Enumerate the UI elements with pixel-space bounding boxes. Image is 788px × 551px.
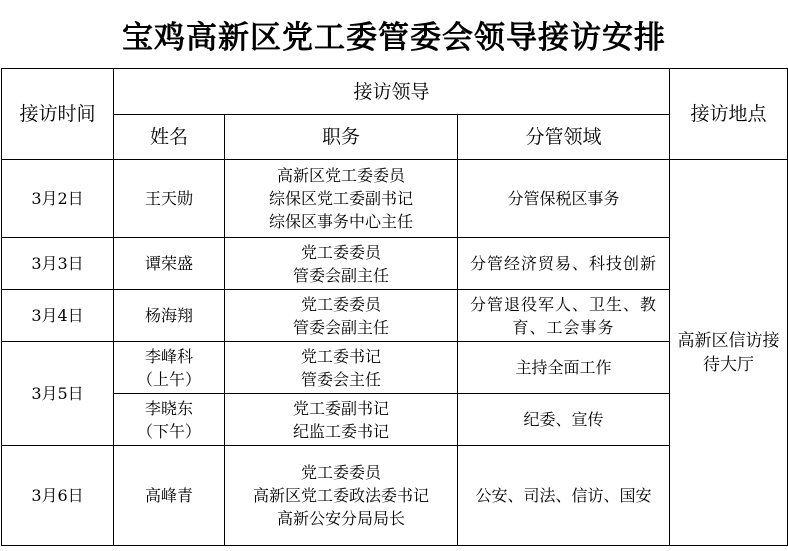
position-line: 党工委书记 [300, 346, 381, 366]
name-line: 王天勋 [144, 189, 193, 208]
position-line: 管委会副主任 [292, 265, 389, 285]
position-line: 高新区党工委委员 [276, 166, 405, 185]
position-line: 管委会主任 [300, 369, 381, 389]
header-position: 职务 [225, 115, 458, 160]
position-cell [225, 394, 458, 446]
name-line: 高峰青 [144, 486, 193, 505]
area-cell: 纪委、宣传 [458, 394, 670, 446]
area-text: 分管退役军人、卫生、教育、工会事务 [469, 294, 657, 337]
position-line: 高新公安分局局长 [276, 509, 405, 528]
date-cell: 3月6日 [2, 446, 114, 546]
position-line: 综保区党工委副书记 [268, 189, 413, 208]
area-cell: 主持全面工作 [458, 342, 670, 394]
area-cell: 公安、司法、信访、国安 [458, 446, 670, 546]
name-line: （下午） [136, 421, 201, 441]
name-cell [114, 446, 225, 546]
area-cell [458, 238, 670, 290]
name-line: 李峰科 [144, 346, 193, 366]
date-cell: 3月3日 [2, 238, 114, 290]
position-line: 高新区党工委政法委书记 [252, 486, 429, 505]
position-line: 纪监工委书记 [292, 421, 389, 441]
name-line: 谭荣盛 [144, 254, 193, 273]
name-line: （上午） [136, 369, 201, 389]
header-time: 接访时间 [2, 69, 114, 160]
header-leaders: 接访领导 [114, 69, 670, 115]
position-cell [225, 342, 458, 394]
date-cell: 3月2日 [2, 160, 114, 238]
name-cell [114, 290, 225, 342]
name-line: 杨海翔 [144, 306, 193, 325]
name-cell [114, 394, 225, 446]
name-cell [114, 238, 225, 290]
area-cell: 分管保税区事务 [458, 160, 670, 238]
date-cell: 3月5日 [2, 342, 114, 446]
position-line: 管委会副主任 [292, 317, 389, 337]
date-cell: 3月4日 [2, 290, 114, 342]
name-line: 李晓东 [144, 398, 193, 418]
name-cell [114, 342, 225, 394]
position-line: 党工委委员 [300, 242, 381, 262]
position-line: 党工委副书记 [292, 398, 389, 418]
position-cell [225, 446, 458, 546]
name-cell [114, 160, 225, 238]
header-location: 接访地点 [670, 69, 788, 160]
position-line: 党工委委员 [300, 463, 381, 482]
location-text: 高新区信访接待大厅 [677, 330, 780, 375]
area-text: 分管经济贸易、科技创新 [469, 254, 657, 273]
position-cell [225, 160, 458, 238]
header-area: 分管领域 [458, 115, 670, 160]
position-line: 党工委委员 [300, 294, 381, 314]
page-title: 宝鸡高新区党工委管委会领导接访安排 [122, 19, 666, 56]
position-cell [225, 290, 458, 342]
position-line: 综保区事务中心主任 [268, 212, 413, 231]
area-cell [458, 290, 670, 342]
position-cell [225, 238, 458, 290]
header-name: 姓名 [114, 115, 225, 160]
reception-schedule-table [1, 68, 788, 546]
table-row [2, 160, 788, 238]
location-cell [670, 160, 788, 546]
